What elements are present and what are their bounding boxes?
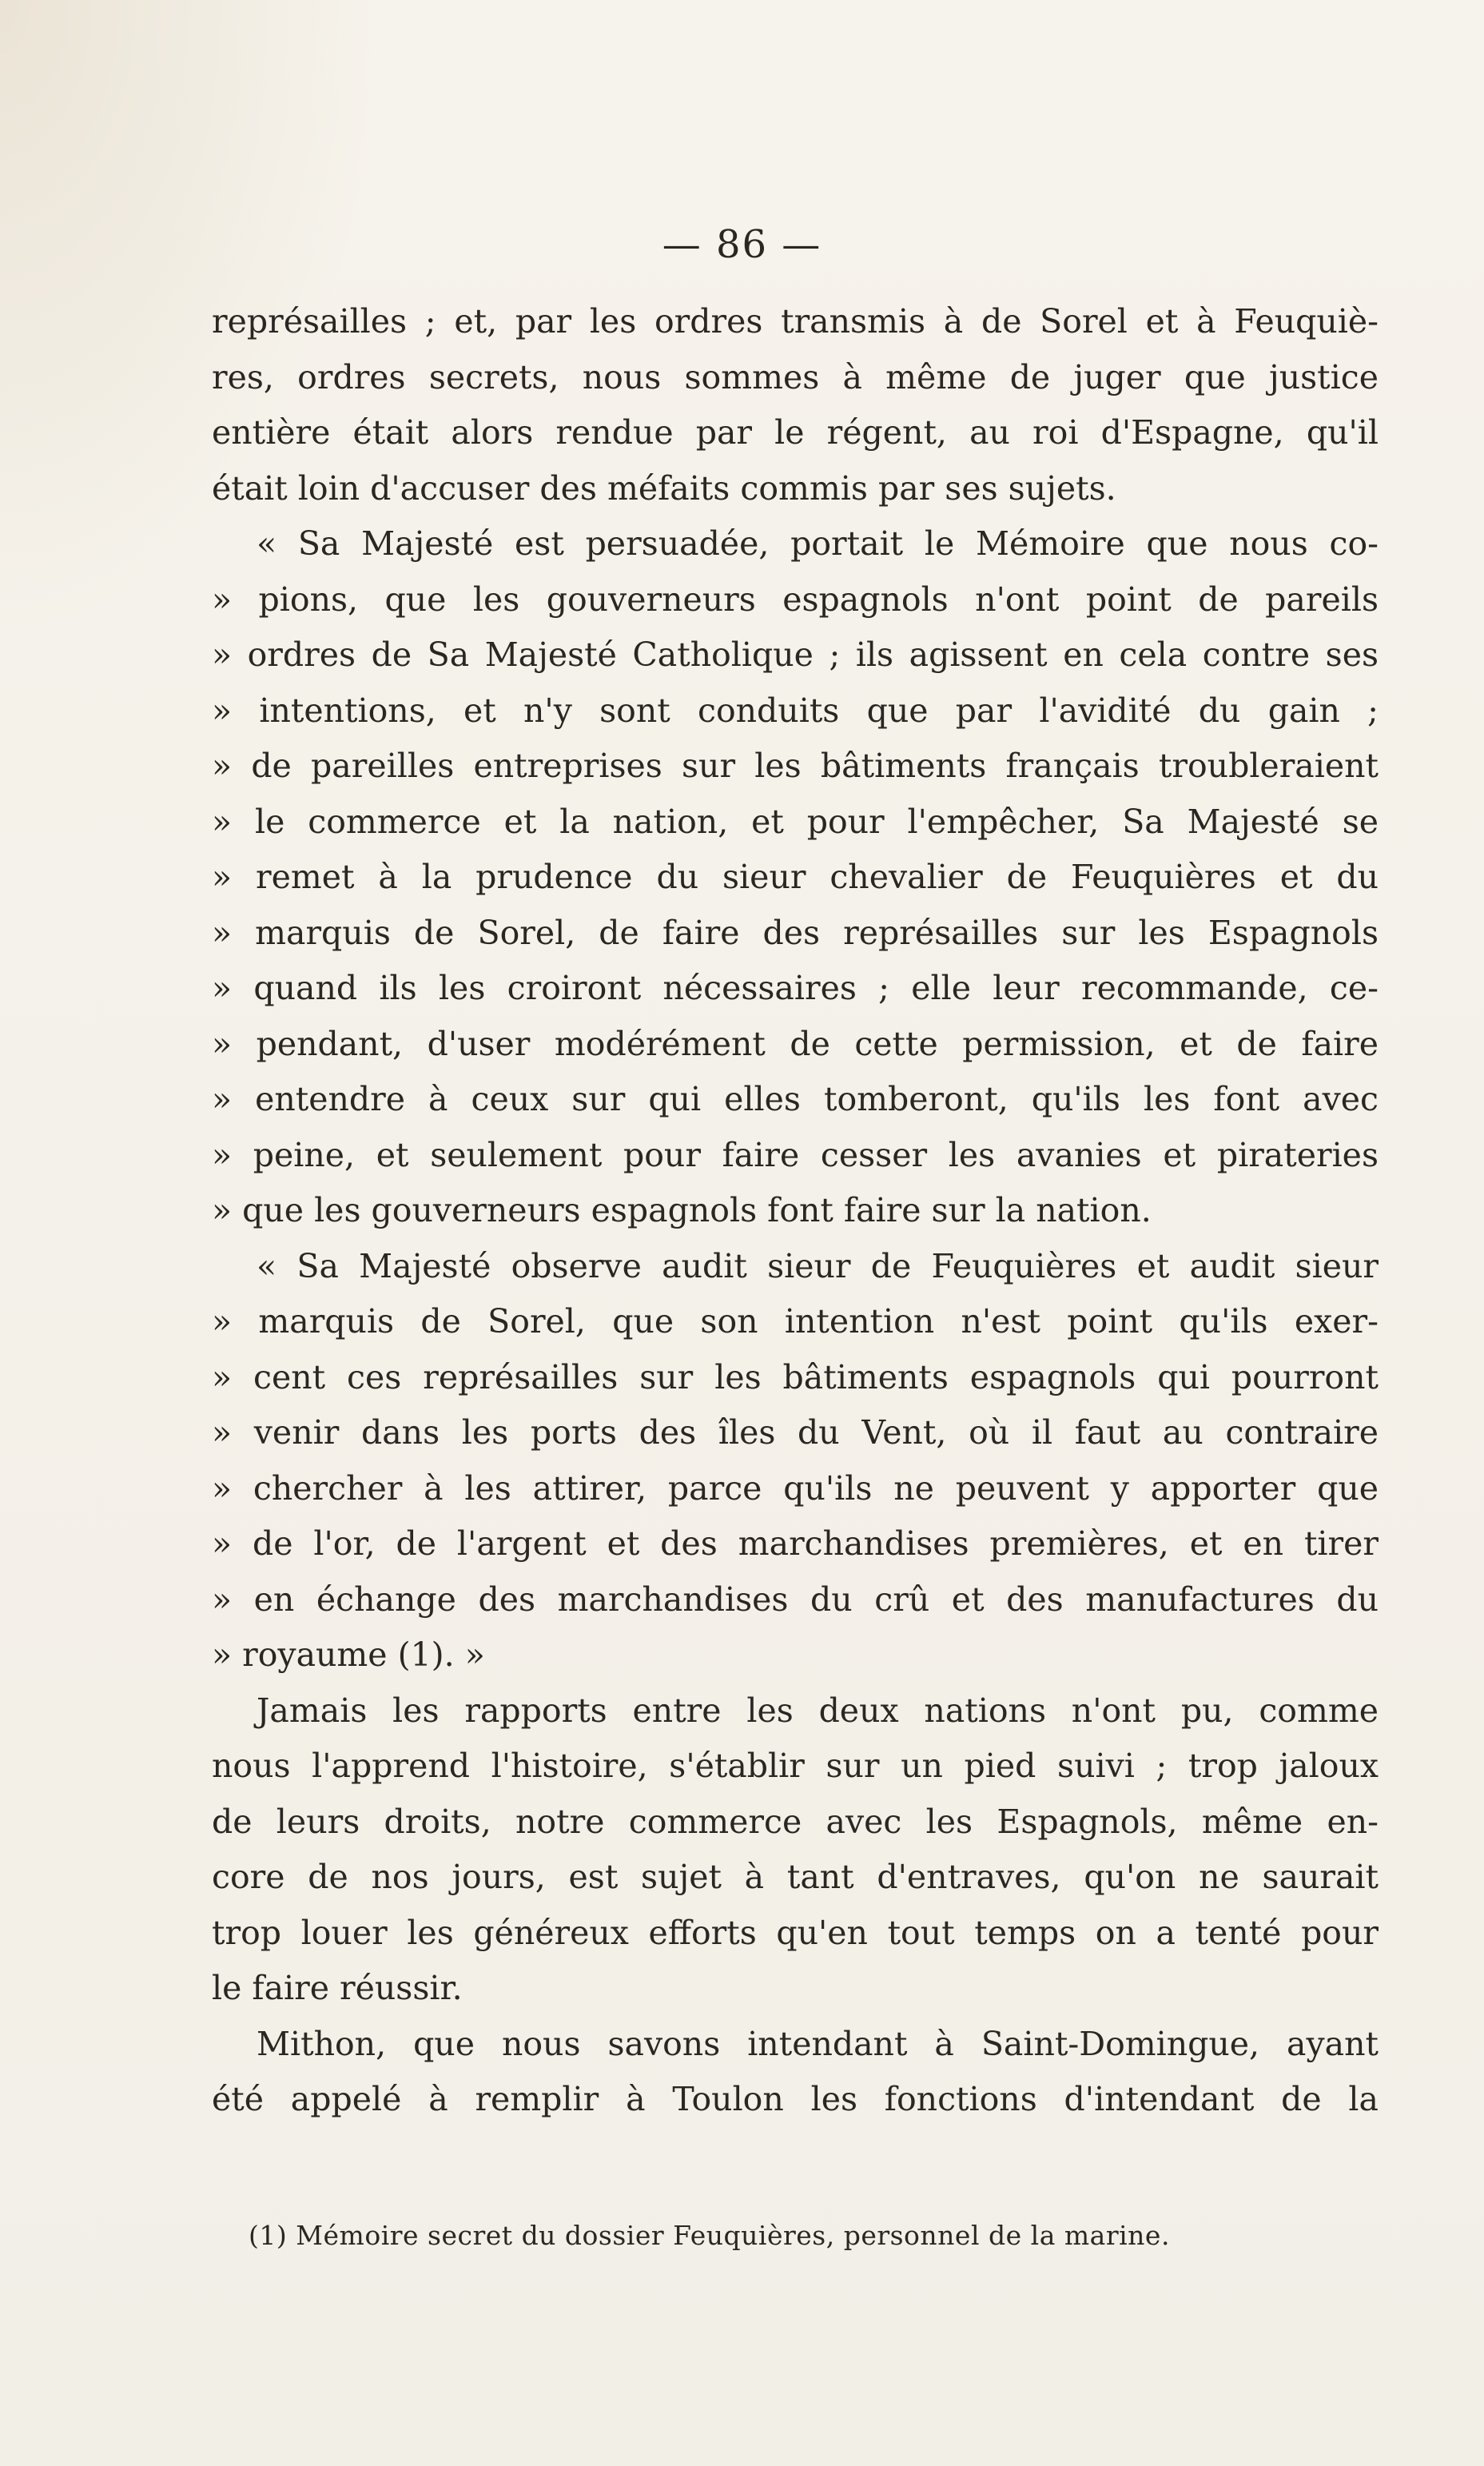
text-line: » cent ces représailles sur les bâtiments espagnols qui pourront bbox=[212, 1357, 1379, 1396]
text-line: était loin d'accuser des méfaits commis par ses sujets. bbox=[212, 468, 1116, 508]
text-line: » pions, que les gouverneurs espagnols n'ont point de pareils bbox=[212, 580, 1379, 619]
footnote: (1) Mémoire secret du dossier Feuquières, personnel de la marine. bbox=[249, 2220, 1170, 2251]
text-line: » remet à la prudence du sieur chevalier de Feuquières et du bbox=[212, 858, 1379, 896]
text-line: » le commerce et la nation, et pour l'empêcher, Sa Majesté se bbox=[212, 802, 1379, 841]
text-line: de leurs droits, notre commerce avec les Espagnols, même en- bbox=[212, 1802, 1379, 1841]
text-line: représailles ; et, par les ordres transmis à de Sorel et à Feuquiè- bbox=[212, 302, 1379, 341]
text-line: Mithon, que nous savons intendant à Saint-Domingue, ayant bbox=[257, 2024, 1379, 2063]
text-line: » venir dans les ports des îles du Vent, où il faut au contraire bbox=[212, 1413, 1379, 1452]
text-line: » de l'or, de l'argent et des marchandises premières, et en tirer bbox=[212, 1524, 1379, 1563]
text-line: » marquis de Sorel, de faire des représailles sur les Espagnols bbox=[212, 913, 1379, 952]
text-line: core de nos jours, est sujet à tant d'entraves, qu'on ne saurait bbox=[212, 1858, 1379, 1896]
text-line: « Sa Majesté observe audit sieur de Feuquières et audit sieur bbox=[257, 1246, 1379, 1285]
text-line: « Sa Majesté est persuadée, portait le Mémoire que nous co- bbox=[257, 524, 1379, 563]
text-line: » peine, et seulement pour faire cesser les avanies et pirateries bbox=[212, 1135, 1379, 1174]
text-line: le faire réussir. bbox=[212, 1969, 463, 2007]
text-line: res, ordres secrets, nous sommes à même de juger que justice bbox=[212, 357, 1379, 396]
text-line: nous l'apprend l'histoire, s'établir sur un pied suivi ; trop jaloux bbox=[212, 1747, 1379, 1785]
text-line: Jamais les rapports entre les deux nations n'ont pu, comme bbox=[257, 1691, 1379, 1730]
text-line: » royaume (1). » bbox=[212, 1635, 485, 1674]
text-line: été appelé à remplir à Toulon les fonctions d'intendant de la bbox=[212, 2080, 1379, 2118]
page-number: — 86 — bbox=[662, 222, 822, 267]
text-line: » pendant, d'user modérément de cette permission, et de faire bbox=[212, 1024, 1379, 1063]
text-line: » en échange des marchandises du crû et des manufactures du bbox=[212, 1580, 1379, 1619]
text-line: » chercher à les attirer, parce qu'ils ne peuvent y apporter que bbox=[212, 1468, 1379, 1508]
text-line: » que les gouverneurs espagnols font faire sur la nation. bbox=[212, 1191, 1152, 1229]
text-line: » intentions, et n'y sont conduits que par l'avidité du gain ; bbox=[212, 691, 1379, 730]
text-line: » marquis de Sorel, que son intention n'est point qu'ils exer- bbox=[212, 1302, 1379, 1341]
text-line: » entendre à ceux sur qui elles tomberont, qu'ils les font avec bbox=[212, 1080, 1379, 1118]
text-line: trop louer les généreux efforts qu'en tout temps on a tenté pour bbox=[212, 1913, 1379, 1952]
body-text bbox=[212, 294, 1379, 2128]
text-line: entière était alors rendue par le régent, au roi d'Espagne, qu'il bbox=[212, 413, 1379, 452]
text-line: » de pareilles entreprises sur les bâtiments français troubleraient bbox=[212, 747, 1379, 785]
text-line: » quand ils les croiront nécessaires ; elle leur recommande, ce- bbox=[212, 969, 1379, 1007]
text-line: » ordres de Sa Majesté Catholique ; ils agissent en cela contre ses bbox=[212, 635, 1379, 674]
